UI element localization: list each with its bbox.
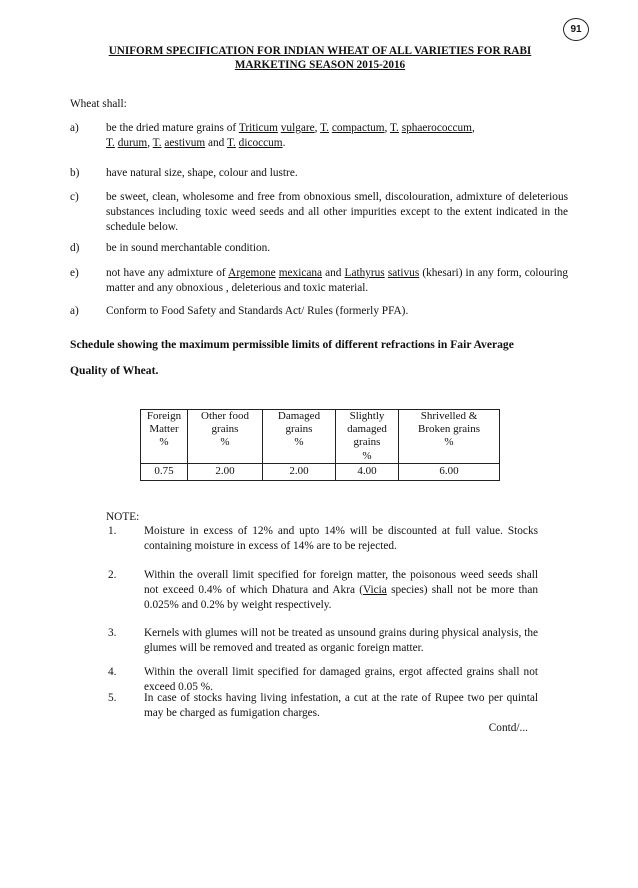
note-text: Within the overall limit specified for foreign matter, the poisonous weed seeds shall not exceed 0.4% of which Dhatura and Akra (Vicia species) shall not be more than 0.025% and 0.2% by weight respectively. [144,569,538,611]
note-number: 5. [108,692,117,704]
clause-text: be the dried mature grains of Triticum vulgare, T. compactum, T. sphaerococcum, T. durum, T. aestivum and T. dicoccum. [106,122,475,149]
schedule-heading [70,337,570,377]
clause-text: be sweet, clean, wholesome and free from obnoxious smell, discolouration, admixture of deleterious substances including toxic weed seeds and all other impurities except to the extent indicated in the schedule below. [106,191,568,233]
header-slightly-damaged-grains: Slightly damaged grains % [336,410,399,464]
header-other-food-grains: Other food grains % [188,410,263,464]
clause-marker: d) [70,242,80,254]
intro-text: Wheat shall: [70,98,127,110]
header-damaged-grains: Damaged grains % [263,410,336,464]
note-label: NOTE: [106,511,140,523]
clause-marker: e) [70,267,79,279]
header-shrivelled-broken-grains: Shrivelled & Broken grains % [399,410,500,464]
continued-marker: Contd/... [488,722,528,734]
title-line-2: MARKETING SEASON 2015-2016 [234,59,406,72]
clause-text: be in sound merchantable condition. [106,242,271,254]
note-text: Within the overall limit specified for damaged grains, ergot affected grains shall not exceed 0.05 %. [144,666,538,693]
clause-text: not have any admixture of Argemone mexicana and Lathyrus sativus (khesari) in any form, colouring matter and any obnoxious , deleterious and toxic material. [106,267,569,294]
clause-marker: a) [70,122,79,134]
note-text: In case of stocks having living infestation, a cut at the rate of Rupee two per quintal may be charged as fumigation charges. [144,692,538,719]
header-foreign-matter: Foreign Matter % [141,410,188,464]
schedule-heading-line-1: Schedule showing the maximum permissible limits of different refractions in Fair Average [70,338,514,351]
document-title [60,44,580,73]
clause-marker: a) [70,305,79,317]
clause-marker: b) [70,167,80,179]
schedule-heading-line-2: Quality of Wheat. [70,364,159,377]
value-shrivelled-broken-grains: 6.00 [399,464,500,481]
note-number: 1. [108,525,117,537]
clause-text: have natural size, shape, colour and lustre. [106,167,298,179]
note-text: Moisture in excess of 12% and upto 14% will be discounted at full value. Stocks containing moisture in excess of 14% are to be rejected. [144,525,538,552]
value-slightly-damaged-grains: 4.00 [336,464,399,481]
title-line-1: UNIFORM SPECIFICATION FOR INDIAN WHEAT OF ALL VARIETIES FOR RABI [108,45,532,57]
value-damaged-grains: 2.00 [263,464,336,481]
note-number: 2. [108,569,117,581]
clause-marker: c) [70,191,79,203]
note-text: Kernels with glumes will not be treated as unsound grains during physical analysis, the glumes will be removed and treated as organic foreign matter. [144,627,538,654]
value-foreign-matter: 0.75 [141,464,188,481]
note-number: 3. [108,627,117,639]
value-other-food-grains: 2.00 [188,464,263,481]
table-header-row [141,410,500,464]
note-number: 4. [108,666,117,678]
page-number-stamp: 91 [563,18,589,41]
table-row [141,464,500,481]
refraction-limits-table [140,409,500,481]
clause-text: Conform to Food Safety and Standards Act/ Rules (formerly PFA). [106,305,409,317]
